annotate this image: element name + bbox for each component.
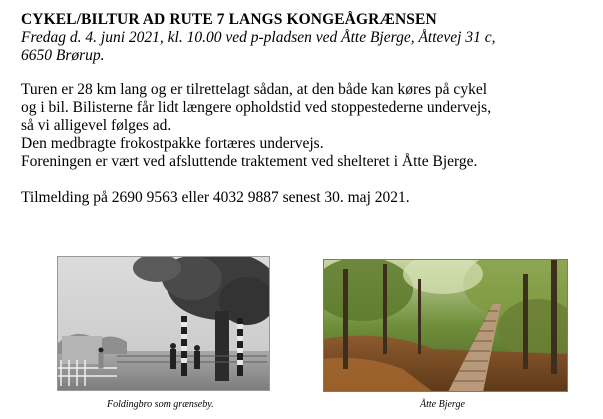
signup-info: Tilmelding på 2690 9563 eller 4032 9887 senest 30. maj 2021. — [21, 189, 410, 206]
document — [21, 11, 601, 223]
photo-caption-aatte-bjerge: Åtte Bjerge — [420, 399, 465, 410]
description-line: Turen er 28 km lang og er tilrettelagt sådan, at den både kan køres på cykel — [21, 81, 487, 98]
description — [21, 81, 601, 171]
event-details-line-2: 6650 Brørup. — [21, 47, 105, 64]
description-line: Foreningen er vært ved afsluttende traktement ved shelteret i Åtte Bjerge. — [21, 153, 478, 170]
aatte-bjerge-photo — [323, 259, 568, 392]
photo-caption-foldingbro: Foldingbro som grænseby. — [107, 399, 214, 410]
description-line: så vi alligevel følges ad. — [21, 117, 172, 134]
foldingbro-photo — [57, 256, 270, 391]
description-line: Den medbragte frokostpakke fortæres undervejs. — [21, 135, 324, 152]
document-title: CYKEL/BILTUR AD RUTE 7 LANGS KONGEÅGRÆNSEN — [21, 11, 437, 28]
description-line: og i bil. Bilisterne får lidt længere opholdstid ved stoppestederne undervejs, — [21, 99, 492, 116]
event-details-line-1: Fredag d. 4. juni 2021, kl. 10.00 ved p-pladsen ved Åtte Bjerge, Åttevej 31 c, — [21, 29, 496, 46]
